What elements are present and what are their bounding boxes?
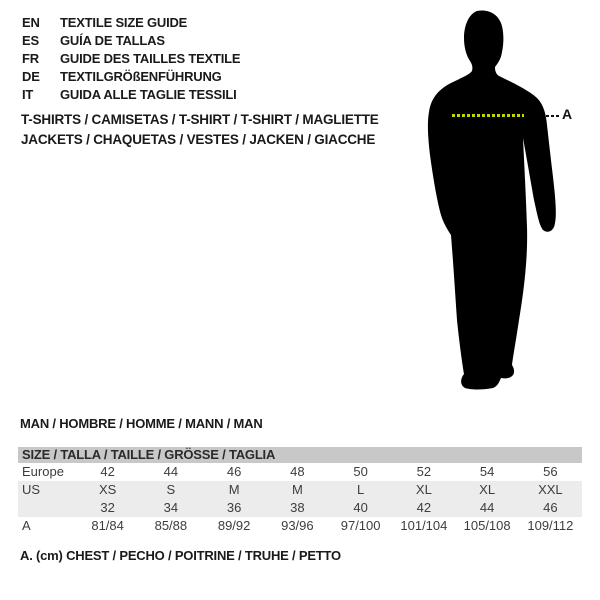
- language-item: [22, 50, 240, 68]
- language-label: GUIDA ALLE TAGLIE TESSILI: [60, 87, 237, 102]
- size-value: 46: [543, 500, 558, 515]
- measurement-label-a: A: [562, 106, 573, 122]
- size-value: 101/104: [400, 518, 448, 533]
- size-value: 81/84: [91, 518, 124, 533]
- language-item: [22, 14, 240, 32]
- language-code: FR: [22, 51, 39, 66]
- size-value: 54: [479, 464, 495, 479]
- language-code: EN: [22, 15, 40, 30]
- table-row-us: [18, 481, 582, 499]
- table-row-europe: [18, 463, 582, 481]
- language-code: ES: [22, 33, 39, 48]
- table-row-us-numeric: [18, 499, 582, 517]
- language-code: DE: [22, 69, 40, 84]
- language-label: GUÍA DE TALLAS: [60, 33, 165, 48]
- row-label: US: [22, 482, 41, 497]
- us-row-group: [18, 481, 582, 517]
- size-value: 97/100: [340, 518, 381, 533]
- size-value: XXL: [538, 482, 563, 497]
- row-label: Europe: [22, 464, 64, 479]
- language-code: IT: [22, 87, 34, 102]
- size-value: 44: [479, 500, 495, 515]
- man-silhouette-graphic: [415, 5, 575, 395]
- row-label: [18, 499, 76, 517]
- male-silhouette-figure: [415, 5, 575, 395]
- language-item: [22, 86, 240, 104]
- size-table-header-label: SIZE / TALLA / TAILLE / GRÖSSE / TAGLIA: [22, 447, 276, 462]
- size-value: 42: [100, 464, 115, 479]
- size-table-header: [18, 447, 582, 463]
- language-list: [22, 14, 240, 104]
- table-row-chest: [18, 517, 582, 535]
- size-value: 44: [163, 464, 179, 479]
- category-line-tshirts: T-SHIRTS / CAMISETAS / T-SHIRT / T-SHIRT / MAGLIETTE: [21, 112, 379, 127]
- size-value: XS: [98, 482, 117, 497]
- row-label: A: [22, 518, 31, 533]
- language-label: GUIDE DES TAILLES TEXTILE: [60, 51, 241, 66]
- size-value: L: [357, 482, 365, 497]
- size-table: [18, 447, 582, 535]
- size-value: M: [228, 482, 240, 497]
- size-value: 85/88: [154, 518, 188, 533]
- category-lines: [21, 110, 379, 150]
- size-value: 89/92: [217, 518, 251, 533]
- language-label: TEXTILE SIZE GUIDE: [60, 15, 188, 30]
- size-value: 52: [416, 464, 432, 479]
- chest-measurement-line: [452, 114, 524, 117]
- size-value: XL: [415, 482, 432, 497]
- size-value: S: [166, 482, 176, 497]
- chest-measurement-footnote: A. (cm) CHEST / PECHO / POITRINE / TRUHE / PETTO: [20, 548, 341, 563]
- category-line-jackets: JACKETS / CHAQUETAS / VESTES / JACKEN / GIACCHE: [21, 132, 376, 147]
- measurement-leader-line: [546, 115, 561, 117]
- size-value: 32: [100, 500, 115, 515]
- section-title-man: MAN / HOMBRE / HOMME / MANN / MAN: [20, 416, 263, 431]
- size-value: 105/108: [463, 518, 511, 533]
- language-item: [22, 32, 240, 50]
- size-value: 56: [543, 464, 558, 479]
- size-value: 36: [226, 500, 242, 515]
- size-value: 42: [416, 500, 432, 515]
- size-value: XL: [479, 482, 496, 497]
- size-value: 46: [226, 464, 242, 479]
- size-value: 48: [290, 464, 305, 479]
- size-value: 50: [353, 464, 368, 479]
- language-item: [22, 68, 240, 86]
- language-label: TEXTILGRÖßENFÜHRUNG: [60, 69, 222, 84]
- size-value: 93/96: [281, 518, 314, 533]
- size-value: 34: [163, 500, 179, 515]
- size-value: M: [291, 482, 303, 497]
- size-value: 109/112: [527, 518, 574, 533]
- size-value: 38: [290, 500, 305, 515]
- size-value: 40: [353, 500, 368, 515]
